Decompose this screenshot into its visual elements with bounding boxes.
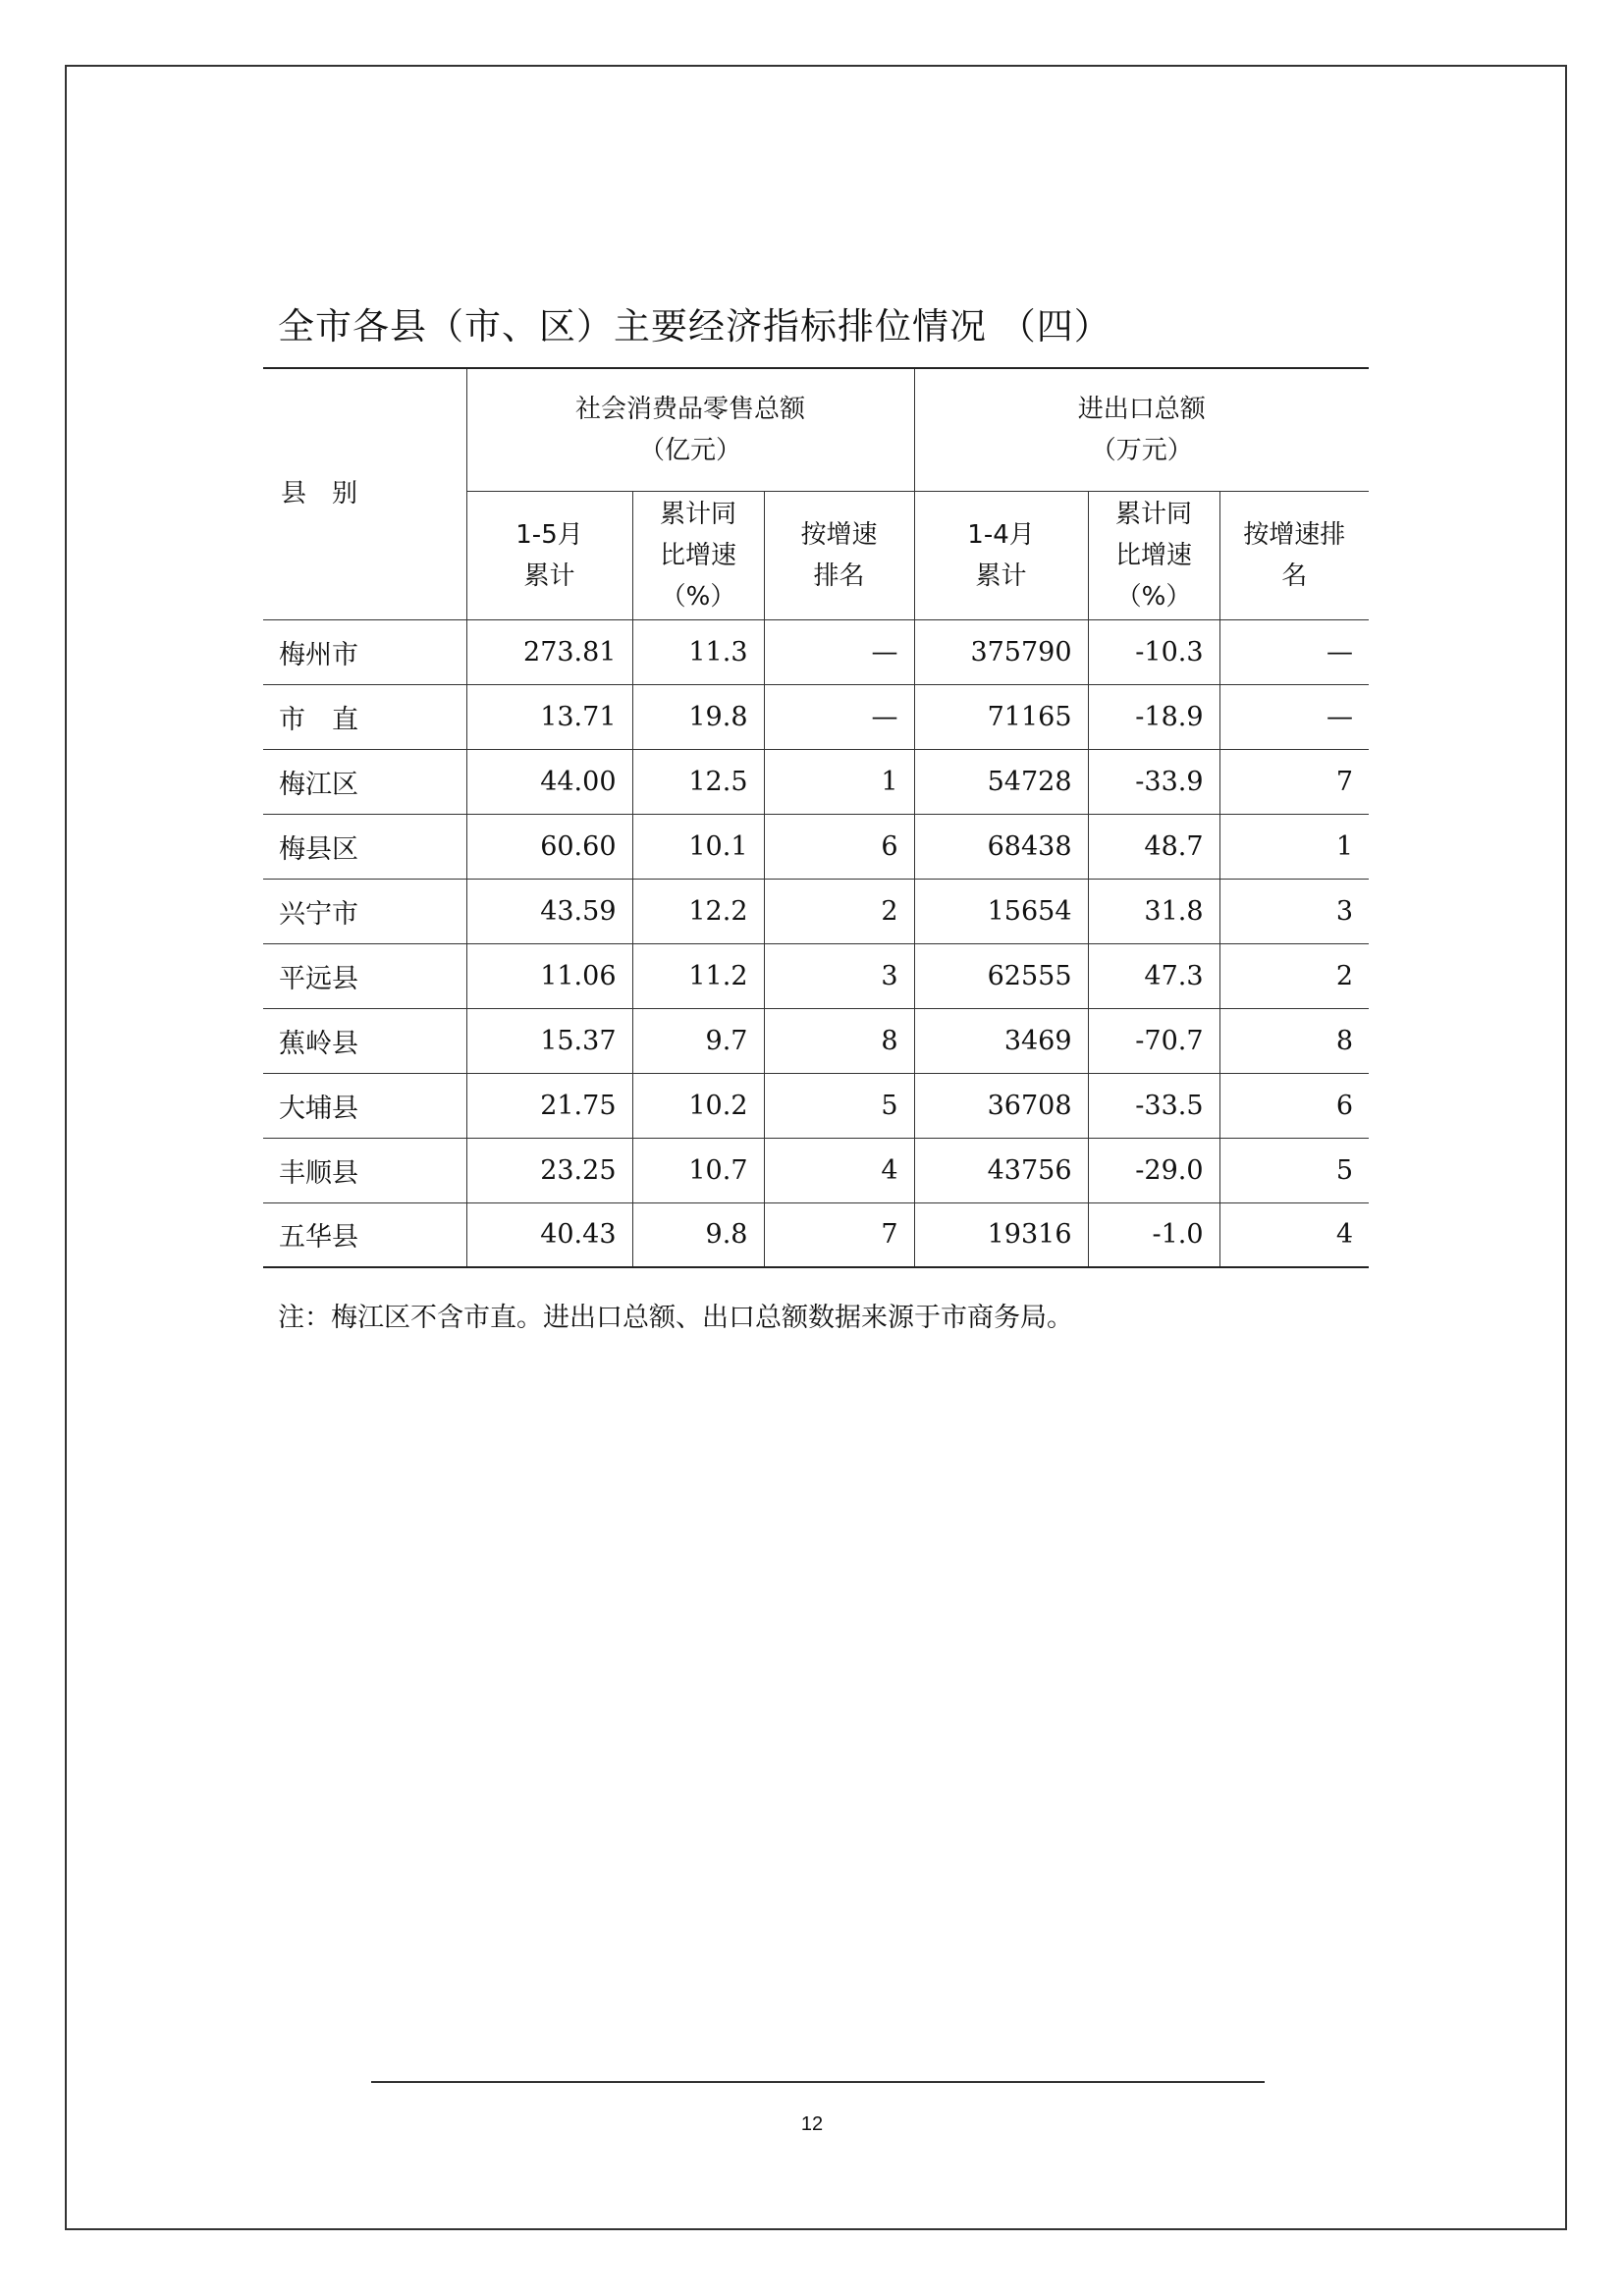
county-name: 蕉岭县 [263,1008,466,1073]
import-export-unit: （万元） [1090,435,1193,465]
header-line: 累计 [975,561,1027,591]
retail-value: 273.81 [466,619,632,684]
header-line: 累计同 [1115,499,1193,529]
county-name: 丰顺县 [263,1138,466,1202]
retail-rank-header [764,491,914,619]
trade-rank: 6 [1219,1073,1369,1138]
retail-rank: 2 [764,879,914,943]
retail-sales-title: 社会消费品零售总额 [575,394,806,424]
trade-growth: 48.7 [1088,814,1219,879]
retail-growth: 10.1 [632,814,764,879]
trade-rank: 2 [1219,943,1369,1008]
retail-value: 11.06 [466,943,632,1008]
retail-growth: 9.7 [632,1008,764,1073]
trade-growth: -33.5 [1088,1073,1219,1138]
county-name: 梅州市 [263,619,466,684]
county-column-header: 县 别 [263,368,466,619]
county-name: 市 直 [263,684,466,749]
table-footnote: 注：梅江区不含市直。进出口总额、出口总额数据来源于市商务局。 [278,1303,1073,1333]
header-line: 1-4月 [967,519,1035,550]
header-line: （%） [660,581,736,612]
retail-rank: 6 [764,814,914,879]
retail-value: 13.71 [466,684,632,749]
table-row [263,619,1369,684]
trade-growth: -33.9 [1088,749,1219,814]
retail-value: 21.75 [466,1073,632,1138]
header-line: 排名 [813,561,865,591]
header-line: 1-5月 [515,519,583,550]
trade-rank: — [1219,619,1369,684]
retail-growth: 11.2 [632,943,764,1008]
trade-growth: -1.0 [1088,1202,1219,1267]
county-name: 梅县区 [263,814,466,879]
county-name: 梅江区 [263,749,466,814]
retail-sales-group-header [466,368,914,491]
trade-rank: 4 [1219,1202,1369,1267]
page-title: 全市各县（市、区）主要经济指标排位情况 （四） [278,305,1111,347]
retail-growth: 9.8 [632,1202,764,1267]
trade-value: 71165 [914,684,1088,749]
footer-divider [371,2081,1265,2083]
trade-growth: -29.0 [1088,1138,1219,1202]
retail-value: 40.43 [466,1202,632,1267]
header-line: 比增速 [1115,540,1193,570]
trade-value: 375790 [914,619,1088,684]
trade-growth: -10.3 [1088,619,1219,684]
header-line: 累计同 [659,499,736,529]
county-name: 大埔县 [263,1073,466,1138]
retail-growth: 12.2 [632,879,764,943]
trade-value: 62555 [914,943,1088,1008]
retail-cumulative-header [466,491,632,619]
import-export-title: 进出口总额 [1077,394,1206,424]
trade-value: 54728 [914,749,1088,814]
retail-rank: 4 [764,1138,914,1202]
header-line: （%） [1115,581,1192,612]
trade-value: 19316 [914,1202,1088,1267]
county-name: 平远县 [263,943,466,1008]
trade-rank: 3 [1219,879,1369,943]
trade-growth: 31.8 [1088,879,1219,943]
table-row [263,1202,1369,1267]
table-row [263,1008,1369,1073]
trade-value: 15654 [914,879,1088,943]
county-name: 五华县 [263,1202,466,1267]
header-line: 按增速 [800,519,878,550]
trade-value: 3469 [914,1008,1088,1073]
table-row [263,749,1369,814]
trade-rank: 8 [1219,1008,1369,1073]
trade-rank: — [1219,684,1369,749]
retail-rank: 8 [764,1008,914,1073]
trade-value: 68438 [914,814,1088,879]
retail-growth: 12.5 [632,749,764,814]
retail-growth: 10.7 [632,1138,764,1202]
table-row [263,814,1369,879]
table-row [263,1073,1369,1138]
retail-value: 60.60 [466,814,632,879]
indicator-table [263,367,1369,1268]
header-line: 累计 [523,561,575,591]
table-row [263,879,1369,943]
trade-value: 36708 [914,1073,1088,1138]
retail-growth-header [632,491,764,619]
retail-growth: 10.2 [632,1073,764,1138]
trade-growth-header [1088,491,1219,619]
retail-value: 43.59 [466,879,632,943]
trade-growth: -70.7 [1088,1008,1219,1073]
retail-rank: 1 [764,749,914,814]
trade-value: 43756 [914,1138,1088,1202]
retail-growth: 19.8 [632,684,764,749]
table-row [263,943,1369,1008]
trade-cumulative-header [914,491,1088,619]
trade-growth: -18.9 [1088,684,1219,749]
county-name: 兴宁市 [263,879,466,943]
table-row [263,1138,1369,1202]
table-row [263,684,1369,749]
retail-rank: 5 [764,1073,914,1138]
header-line: 按增速排 [1243,519,1346,550]
retail-growth: 11.3 [632,619,764,684]
header-row-groups [263,368,1369,491]
retail-rank: 7 [764,1202,914,1267]
trade-rank: 5 [1219,1138,1369,1202]
retail-value: 44.00 [466,749,632,814]
retail-value: 15.37 [466,1008,632,1073]
import-export-group-header [914,368,1369,491]
header-line: 名 [1281,561,1308,591]
retail-rank: — [764,619,914,684]
retail-rank: 3 [764,943,914,1008]
trade-rank: 7 [1219,749,1369,814]
retail-sales-unit: （亿元） [639,435,742,465]
page-number: 12 [800,2113,824,2135]
retail-rank: — [764,684,914,749]
retail-value: 23.25 [466,1138,632,1202]
trade-rank-header [1219,491,1369,619]
trade-growth: 47.3 [1088,943,1219,1008]
trade-rank: 1 [1219,814,1369,879]
header-line: 比增速 [659,540,736,570]
